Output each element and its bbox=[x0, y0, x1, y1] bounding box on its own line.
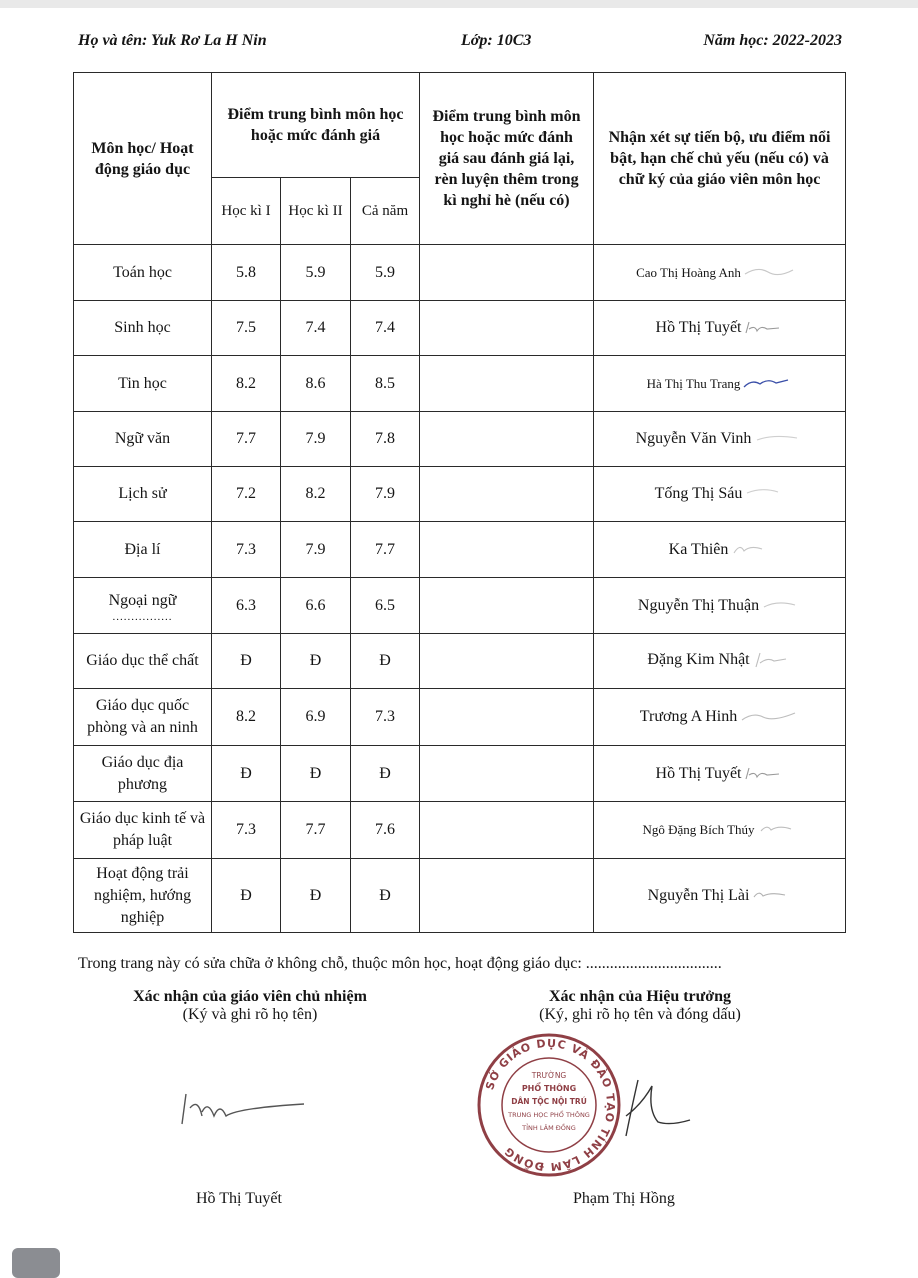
retest-cell bbox=[420, 859, 594, 933]
stamp-line3: DÂN TỘC NỘI TRÚ bbox=[511, 1097, 587, 1106]
year-score: 6.5 bbox=[351, 578, 420, 634]
teacher-name: Cao Thị Hoàng Anh bbox=[636, 264, 741, 280]
subject-dots: ................ bbox=[112, 610, 173, 623]
term2-score: 7.4 bbox=[281, 301, 351, 356]
principal-name: Phạm Thị Hồng bbox=[573, 1190, 675, 1207]
teacher-name: Nguyễn Văn Vinh bbox=[635, 430, 752, 447]
year-score: 7.7 bbox=[351, 522, 420, 578]
top-strip bbox=[0, 0, 918, 8]
retest-cell bbox=[420, 356, 594, 412]
subject-cell: Sinh học bbox=[74, 301, 212, 356]
term1-header: Học kì I bbox=[212, 178, 281, 245]
page-corner-tab bbox=[12, 1248, 60, 1278]
homeroom-teacher-name: Hồ Thị Tuyết bbox=[196, 1190, 282, 1207]
term1-score: 5.8 bbox=[212, 245, 281, 301]
term2-score: 8.6 bbox=[281, 356, 351, 412]
term2-header: Học kì II bbox=[281, 178, 351, 245]
teacher-name: Nguyễn Thị Thuận bbox=[637, 596, 760, 614]
term1-score: Đ bbox=[212, 859, 281, 933]
principal-confirmation bbox=[480, 988, 800, 1024]
term2-score: 7.9 bbox=[281, 412, 351, 467]
term2-score: 7.7 bbox=[281, 802, 351, 859]
comment-column-header: Nhận xét sự tiến bộ, ưu điểm nổi bật, hạn chế chủ yếu (nếu có) và chữ ký của giáo viên môn học bbox=[594, 73, 846, 245]
student-header bbox=[78, 32, 842, 56]
subject-cell: Giáo dục thể chất bbox=[74, 634, 212, 689]
stamp-ring-text: SỞ GIÁO DỤC VÀ ĐÀO TẠO TỈNH LÂM ĐỒNG bbox=[483, 1036, 618, 1174]
term2-score: 6.9 bbox=[281, 689, 351, 746]
year-score: 7.9 bbox=[351, 467, 420, 522]
term1-score: 6.3 bbox=[212, 578, 281, 634]
principal-confirm-title: Xác nhận của Hiệu trưởng bbox=[548, 988, 732, 1005]
subject-cell: Giáo dục địa phương bbox=[74, 746, 212, 802]
table-row bbox=[74, 301, 846, 356]
year-score: 7.8 bbox=[351, 412, 420, 467]
subject-cell bbox=[74, 578, 212, 634]
teacher-comment-cell bbox=[594, 522, 846, 578]
teacher-name: Trương A Hinh bbox=[639, 708, 738, 725]
signature-icon bbox=[751, 887, 791, 905]
teacher-name: Ngô Đặng Bích Thúy bbox=[642, 822, 755, 837]
signature-icon bbox=[739, 708, 799, 726]
year-header: Cả năm bbox=[351, 178, 420, 245]
term1-score: 7.3 bbox=[212, 802, 281, 859]
table-row bbox=[74, 467, 846, 522]
subject-column-header: Môn học/ Hoạt động giáo dục bbox=[74, 73, 212, 245]
retest-cell bbox=[420, 301, 594, 356]
year-score: 8.5 bbox=[351, 356, 420, 412]
teacher-comment-cell bbox=[594, 467, 846, 522]
subject-cell: Toán học bbox=[74, 245, 212, 301]
year-score: 7.4 bbox=[351, 301, 420, 356]
term2-score: 5.9 bbox=[281, 245, 351, 301]
table-row bbox=[74, 356, 846, 412]
subject-cell: Lịch sử bbox=[74, 467, 212, 522]
subject-cell: Ngữ văn bbox=[74, 412, 212, 467]
subject-cell: Giáo dục kinh tế và pháp luật bbox=[74, 802, 212, 859]
term1-score: Đ bbox=[212, 634, 281, 689]
term1-score: Đ bbox=[212, 746, 281, 802]
average-column-header: Điểm trung bình môn học hoặc mức đánh giá bbox=[212, 73, 420, 178]
teacher-comment-cell bbox=[594, 634, 846, 689]
table-row bbox=[74, 412, 846, 467]
term2-score: Đ bbox=[281, 859, 351, 933]
homeroom-confirm-title: Xác nhận của giáo viên chủ nhiệm bbox=[133, 988, 367, 1005]
teacher-comment-cell bbox=[594, 301, 846, 356]
term2-score: 6.6 bbox=[281, 578, 351, 634]
teacher-name: Hà Thị Thu Trang bbox=[646, 375, 741, 391]
retest-cell bbox=[420, 689, 594, 746]
teacher-comment-cell bbox=[594, 746, 846, 802]
term2-score: 7.9 bbox=[281, 522, 351, 578]
signature-icon bbox=[743, 319, 783, 337]
teacher-comment-cell bbox=[594, 412, 846, 467]
teacher-comment-cell bbox=[594, 578, 846, 634]
signature-icon bbox=[744, 485, 784, 503]
term1-score: 7.5 bbox=[212, 301, 281, 356]
table-row bbox=[74, 859, 846, 933]
teacher-name: Nguyễn Thị Lài bbox=[647, 886, 750, 904]
term1-score: 8.2 bbox=[212, 356, 281, 412]
retest-cell bbox=[420, 245, 594, 301]
term2-score: 8.2 bbox=[281, 467, 351, 522]
teacher-comment-cell bbox=[594, 245, 846, 301]
teacher-comment-cell bbox=[594, 356, 846, 412]
school-year: Năm học: 2022-2023 bbox=[703, 32, 842, 49]
stamp-line2: PHỔ THÔNG bbox=[521, 1084, 577, 1093]
teacher-name: Hồ Thị Tuyết bbox=[655, 319, 742, 336]
year-score: Đ bbox=[351, 746, 420, 802]
year-score: 5.9 bbox=[351, 245, 420, 301]
signature-icon bbox=[730, 541, 770, 559]
stamp-line4: TRUNG HỌC PHỔ THÔNG bbox=[508, 1111, 590, 1119]
signature-icon bbox=[743, 765, 783, 783]
correction-note: Trong trang này có sửa chữa ở không chỗ, thuộc môn học, hoạt động giáo dục: .................................. bbox=[78, 955, 722, 972]
retest-cell bbox=[420, 467, 594, 522]
homeroom-confirmation bbox=[100, 988, 400, 1024]
retest-cell bbox=[420, 578, 594, 634]
teacher-comment-cell bbox=[594, 859, 846, 933]
table-row bbox=[74, 522, 846, 578]
subject-cell: Tin học bbox=[74, 356, 212, 412]
year-score: 7.3 bbox=[351, 689, 420, 746]
subject-cell: Giáo dục quốc phòng và an ninh bbox=[74, 689, 212, 746]
school-stamp-icon bbox=[474, 1030, 624, 1180]
teacher-name: Tống Thị Sáu bbox=[654, 485, 743, 502]
retest-cell bbox=[420, 634, 594, 689]
term1-score: 7.3 bbox=[212, 522, 281, 578]
year-score: Đ bbox=[351, 634, 420, 689]
signature-icon bbox=[743, 264, 803, 282]
year-score: 7.6 bbox=[351, 802, 420, 859]
signature-icon bbox=[757, 821, 797, 839]
student-name: Họ và tên: Yuk Rơ La H Nin bbox=[78, 32, 267, 49]
table-row bbox=[74, 802, 846, 859]
term1-score: 7.2 bbox=[212, 467, 281, 522]
stamp-line5: TỈNH LÂM ĐỒNG bbox=[522, 1124, 576, 1132]
signature-icon bbox=[742, 375, 792, 393]
homeroom-confirm-sub: (Ký và ghi rõ họ tên) bbox=[182, 1006, 318, 1023]
term1-score: 8.2 bbox=[212, 689, 281, 746]
subject-cell: Hoạt động trải nghiệm, hướng nghiệp bbox=[74, 859, 212, 933]
teacher-name: Hồ Thị Tuyết bbox=[655, 764, 742, 782]
table-row bbox=[74, 634, 846, 689]
retest-cell bbox=[420, 412, 594, 467]
signature-icon bbox=[752, 651, 792, 671]
subject-name: Ngoại ngữ bbox=[108, 591, 177, 609]
teacher-name: Đặng Kim Nhật bbox=[647, 651, 750, 668]
principal-confirm-sub: (Ký, ghi rõ họ tên và đóng dấu) bbox=[539, 1006, 741, 1023]
retest-column-header: Điểm trung bình môn học hoặc mức đánh giá sau đánh giá lại, rèn luyện thêm trong kì nghỉ hè (nếu có) bbox=[420, 73, 594, 245]
table-row bbox=[74, 245, 846, 301]
table-row bbox=[74, 689, 846, 746]
signature-icon bbox=[761, 597, 801, 615]
retest-cell bbox=[420, 802, 594, 859]
table-row bbox=[74, 578, 846, 634]
teacher-comment-cell bbox=[594, 689, 846, 746]
student-class: Lớp: 10C3 bbox=[461, 32, 532, 49]
subject-cell: Địa lí bbox=[74, 522, 212, 578]
teacher-comment-cell bbox=[594, 802, 846, 859]
grades-table bbox=[73, 72, 846, 933]
year-score: Đ bbox=[351, 859, 420, 933]
term2-score: Đ bbox=[281, 634, 351, 689]
principal-signature-icon bbox=[608, 1076, 698, 1146]
retest-cell bbox=[420, 746, 594, 802]
stamp-line1: TRƯỜNG bbox=[531, 1071, 567, 1080]
teacher-name: Ka Thiên bbox=[668, 540, 729, 558]
signature-icon bbox=[753, 430, 803, 448]
term1-score: 7.7 bbox=[212, 412, 281, 467]
term2-score: Đ bbox=[281, 746, 351, 802]
table-row bbox=[74, 746, 846, 802]
homeroom-signature-icon bbox=[178, 1086, 308, 1136]
retest-cell bbox=[420, 522, 594, 578]
